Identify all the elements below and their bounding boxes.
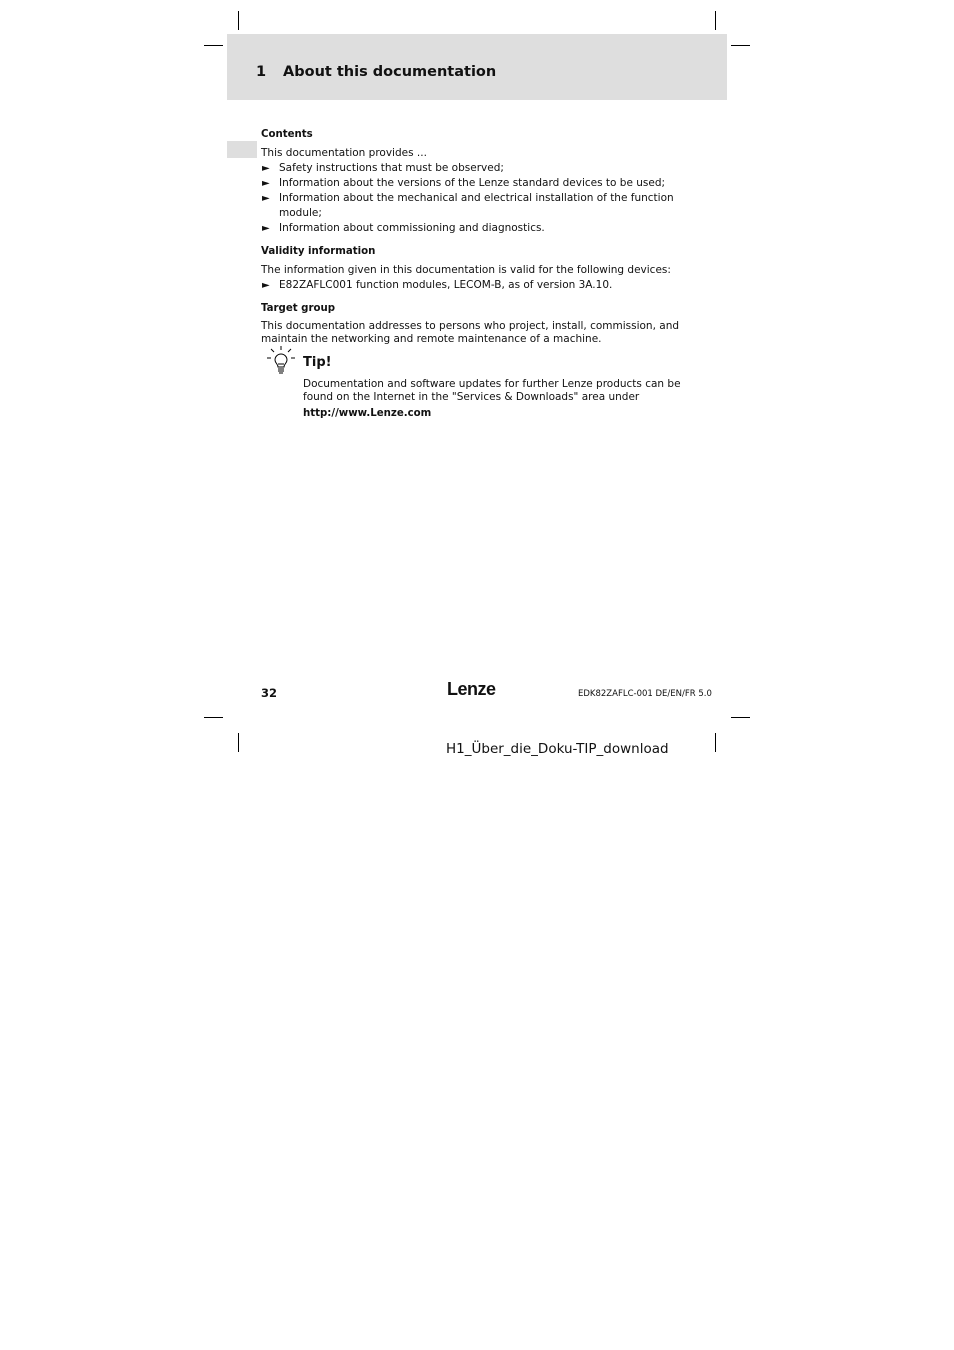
bullet-arrow-icon: ► [262, 223, 270, 234]
chapter-title: About this documentation [283, 64, 497, 80]
contents-heading: Contents [261, 129, 313, 140]
crop-mark [238, 733, 239, 752]
crop-mark [238, 11, 239, 30]
list-item [261, 278, 701, 293]
contents-intro: This documentation provides ... [261, 147, 427, 159]
crop-mark [204, 717, 223, 718]
list-item-text: E82ZAFLC001 function modules, LECOM-B, as of version 3A.10. [279, 279, 613, 291]
crop-mark [731, 45, 750, 46]
section-label: H1_Über_die_Doku-TIP_download [446, 741, 669, 757]
crop-mark [715, 11, 716, 30]
bullet-arrow-icon: ► [262, 163, 270, 174]
crop-mark [715, 733, 716, 752]
validity-text: The information given in this documentation is valid for the following devices: [261, 264, 671, 276]
tip-body: Documentation and software updates for further Lenze products can be found on the Internet in the "Services & Downloads" area under [303, 378, 681, 403]
list-item-text: Information about the versions of the Lenze standard devices to be used; [279, 177, 666, 189]
chapter-heading [256, 64, 496, 80]
bullet-arrow-icon: ► [262, 280, 270, 291]
list-item [261, 191, 701, 221]
page-number: 32 [261, 686, 278, 700]
main-content [261, 127, 701, 345]
list-item-text: Information about commissioning and diagnostics. [279, 222, 545, 234]
contents-list [261, 161, 701, 236]
lenze-logo: Lenze [447, 679, 496, 699]
validity-heading: Validity information [261, 246, 376, 257]
list-item-text: Safety instructions that must be observed; [279, 162, 504, 174]
crop-mark [204, 45, 223, 46]
crop-mark [731, 717, 750, 718]
bullet-arrow-icon: ► [262, 193, 270, 204]
chapter-number: 1 [256, 64, 267, 80]
target-heading: Target group [261, 303, 336, 314]
list-item [261, 221, 701, 236]
lenze-website-link[interactable]: http://www.Lenze.com [303, 408, 432, 419]
tip-title: Tip! [303, 355, 332, 370]
list-item [261, 176, 701, 191]
lightbulb-icon [266, 345, 296, 377]
list-item [261, 161, 701, 176]
target-text: This documentation addresses to persons who project, install, commission, and maintain the networking and remote maintenance of a machine. [261, 320, 680, 345]
validity-list [261, 278, 701, 293]
side-tab-marker [227, 141, 257, 158]
bullet-arrow-icon: ► [262, 178, 270, 189]
document-reference: EDK82ZAFLC-001 DE/EN/FR 5.0 [578, 689, 712, 699]
list-item-text: Information about the mechanical and electrical installation of the function module; [279, 192, 674, 219]
